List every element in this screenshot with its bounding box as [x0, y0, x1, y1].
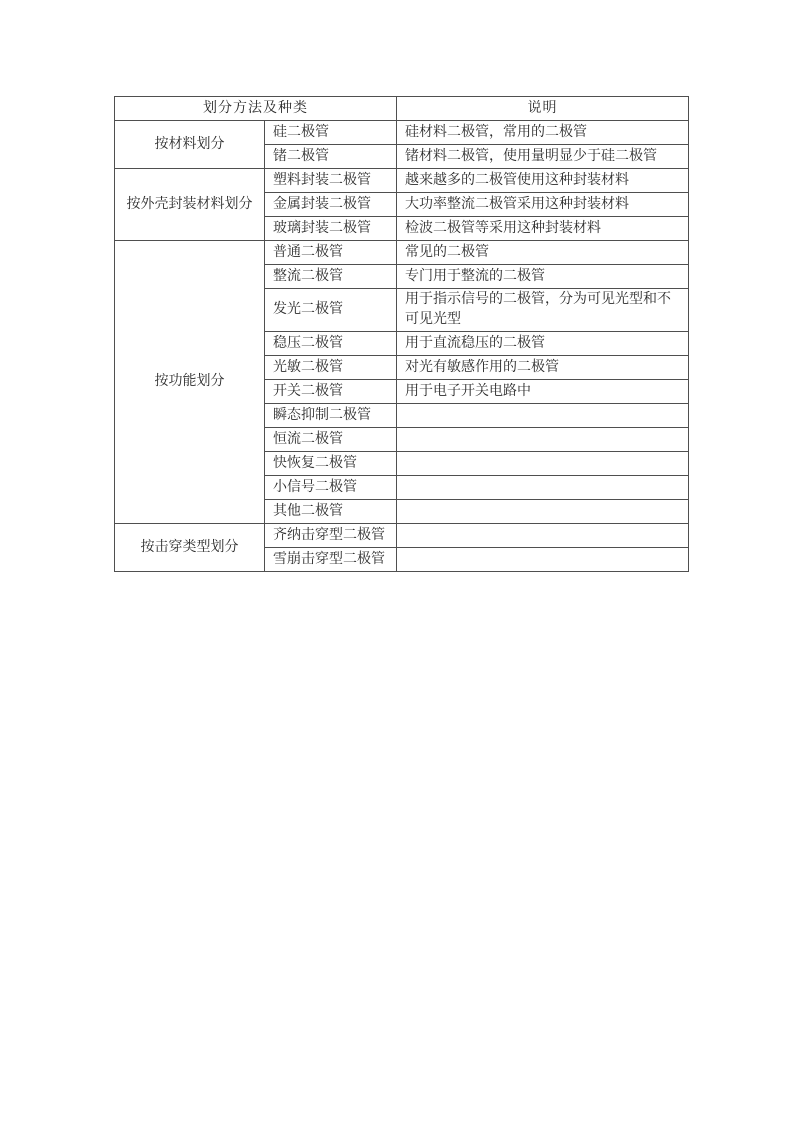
- category-cell: 按材料划分: [115, 121, 265, 169]
- type-cell: 金属封装二极管: [265, 193, 397, 217]
- desc-cell: [397, 428, 689, 452]
- type-cell: 快恢复二极管: [265, 452, 397, 476]
- type-cell: 其他二极管: [265, 500, 397, 524]
- desc-cell: [397, 548, 689, 572]
- type-cell: 恒流二极管: [265, 428, 397, 452]
- desc-cell: 大功率整流二极管采用这种封装材料: [397, 193, 689, 217]
- category-cell: 按外壳封装材料划分: [115, 169, 265, 241]
- table-row: [115, 241, 689, 265]
- type-cell: 光敏二极管: [265, 356, 397, 380]
- diode-classification-table: [114, 96, 689, 572]
- desc-cell: 用于直流稳压的二极管: [397, 332, 689, 356]
- header-cell-method-and-kind: 划分方法及种类: [115, 97, 397, 121]
- type-cell: 雪崩击穿型二极管: [265, 548, 397, 572]
- desc-cell: 硅材料二极管，常用的二极管: [397, 121, 689, 145]
- type-cell: 瞬态抑制二极管: [265, 404, 397, 428]
- table-row: [115, 121, 689, 145]
- table-row: [115, 169, 689, 193]
- type-cell: 开关二极管: [265, 380, 397, 404]
- category-cell: 按功能划分: [115, 241, 265, 524]
- table-row: [115, 524, 689, 548]
- desc-cell: 检波二极管等采用这种封装材料: [397, 217, 689, 241]
- desc-cell: [397, 500, 689, 524]
- type-cell: 稳压二极管: [265, 332, 397, 356]
- type-cell: 小信号二极管: [265, 476, 397, 500]
- type-cell: 硅二极管: [265, 121, 397, 145]
- type-cell: 塑料封装二极管: [265, 169, 397, 193]
- desc-cell: [397, 404, 689, 428]
- header-cell-description: 说明: [397, 97, 689, 121]
- desc-cell: 对光有敏感作用的二极管: [397, 356, 689, 380]
- type-cell: 整流二极管: [265, 265, 397, 289]
- desc-cell: 专门用于整流的二极管: [397, 265, 689, 289]
- table-header-row: [115, 97, 689, 121]
- type-cell: 齐纳击穿型二极管: [265, 524, 397, 548]
- type-cell: 锗二极管: [265, 145, 397, 169]
- desc-cell: 常见的二极管: [397, 241, 689, 265]
- type-cell: 普通二极管: [265, 241, 397, 265]
- desc-cell: [397, 452, 689, 476]
- desc-cell: 锗材料二极管，使用量明显少于硅二极管: [397, 145, 689, 169]
- category-cell: 按击穿类型划分: [115, 524, 265, 572]
- desc-cell: [397, 524, 689, 548]
- desc-cell: 用于指示信号的二极管，分为可见光型和不可见光型: [397, 289, 689, 332]
- desc-cell: 用于电子开关电路中: [397, 380, 689, 404]
- desc-cell: 越来越多的二极管使用这种封装材料: [397, 169, 689, 193]
- desc-cell: [397, 476, 689, 500]
- type-cell: 发光二极管: [265, 289, 397, 332]
- type-cell: 玻璃封装二极管: [265, 217, 397, 241]
